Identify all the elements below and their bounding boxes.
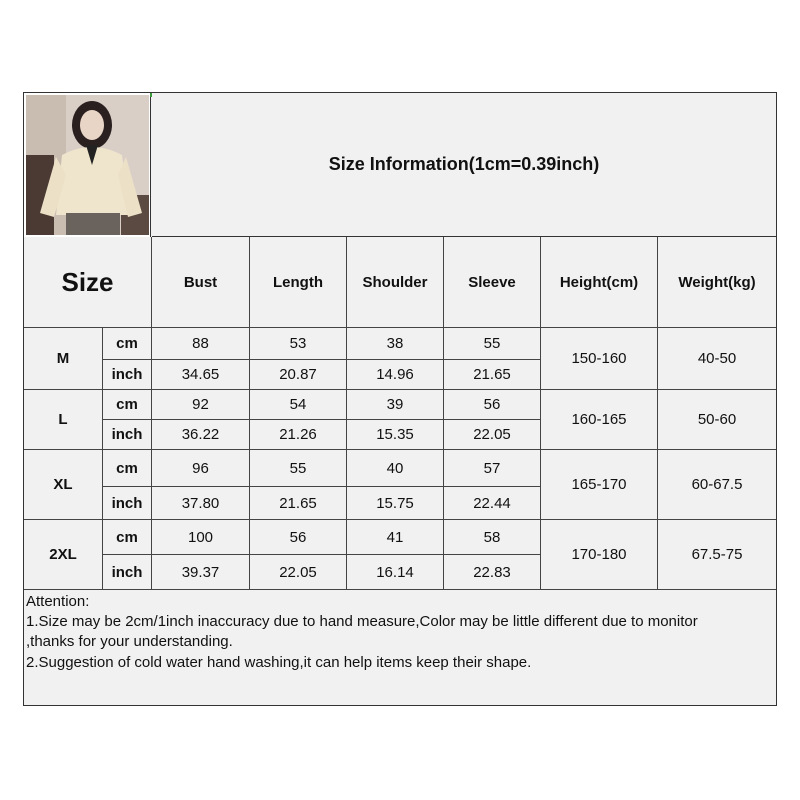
column-header-bust: Bust xyxy=(183,274,218,291)
table-cell: 15.75 xyxy=(376,494,414,512)
height-range: 170-180 xyxy=(571,546,627,563)
table-cell: 39 xyxy=(386,396,404,413)
attention-line-1: 1.Size may be 2cm/1inch inaccuracy due to hand measure,Color may be little different due to monitor xyxy=(26,613,698,630)
height-range: 150-160 xyxy=(571,350,627,367)
column-header-height: Height(cm) xyxy=(559,274,639,291)
table-cell: 36.22 xyxy=(181,426,220,443)
column-header-weight: Weight(kg) xyxy=(678,274,756,291)
unit-cm: cm xyxy=(116,459,138,477)
product-photo xyxy=(24,93,151,237)
column-header-length: Length xyxy=(273,274,323,291)
unit-cm: cm xyxy=(116,396,138,413)
table-cell: 21.26 xyxy=(279,426,317,443)
height-range: 165-170 xyxy=(571,476,627,493)
chart-title: Size Information(1cm=0.39inch) xyxy=(152,93,776,237)
table-cell: 22.83 xyxy=(473,563,511,581)
table-cell: 38 xyxy=(386,335,404,352)
table-cell: 15.35 xyxy=(376,426,414,443)
table-cell: 100 xyxy=(187,528,214,546)
weight-range: 40-50 xyxy=(697,350,737,367)
unit-inch: inch xyxy=(111,366,143,383)
table-cell: 41 xyxy=(386,528,404,546)
table-cell: 21.65 xyxy=(279,494,317,512)
table-cell: 22.44 xyxy=(473,494,511,512)
unit-inch: inch xyxy=(111,494,143,512)
table-cell: 55 xyxy=(483,335,501,352)
column-header-shoulder: Shoulder xyxy=(362,274,428,291)
table-cell: 56 xyxy=(289,528,307,546)
table-cell: 54 xyxy=(289,396,307,413)
table-cell: 58 xyxy=(483,528,501,546)
height-range: 160-165 xyxy=(571,411,627,428)
table-cell: 57 xyxy=(483,459,501,477)
table-cell: 37.80 xyxy=(181,494,220,512)
unit-cm: cm xyxy=(116,528,138,546)
table-cell: 92 xyxy=(192,396,209,413)
size-label-l: L xyxy=(58,411,68,428)
table-cell: 96 xyxy=(192,459,209,477)
unit-inch: inch xyxy=(111,426,143,443)
attention-line-2: ,thanks for your understanding. xyxy=(26,633,233,650)
column-header-sleeve: Sleeve xyxy=(468,274,516,291)
unit-cm: cm xyxy=(116,335,138,352)
table-cell: 53 xyxy=(289,335,307,352)
weight-range: 60-67.5 xyxy=(691,476,743,493)
weight-range: 50-60 xyxy=(697,411,737,428)
table-cell: 88 xyxy=(192,335,209,352)
table-cell: 22.05 xyxy=(279,563,317,581)
unit-inch: inch xyxy=(111,563,143,581)
size-label-m: M xyxy=(56,350,70,367)
product-photo-illustration xyxy=(26,95,149,235)
table-cell: 21.65 xyxy=(473,366,511,383)
attention-line-3: 2.Suggestion of cold water hand washing,it can help items keep their shape. xyxy=(26,654,532,671)
table-cell: 20.87 xyxy=(279,366,317,383)
table-cell: 22.05 xyxy=(473,426,511,443)
table-cell: 34.65 xyxy=(181,366,220,383)
attention-heading: Attention: xyxy=(26,593,90,610)
weight-range: 67.5-75 xyxy=(691,546,743,563)
table-cell: 39.37 xyxy=(181,563,220,581)
size-label-2xl: 2XL xyxy=(49,546,77,563)
size-label-xl: XL xyxy=(53,476,73,493)
table-cell: 56 xyxy=(483,396,501,413)
divider xyxy=(24,589,776,590)
size-header: Size xyxy=(61,267,114,297)
table-cell: 14.96 xyxy=(376,366,414,383)
table-cell: 40 xyxy=(386,459,404,477)
table-cell: 55 xyxy=(289,459,307,477)
table-cell: 16.14 xyxy=(376,563,414,581)
